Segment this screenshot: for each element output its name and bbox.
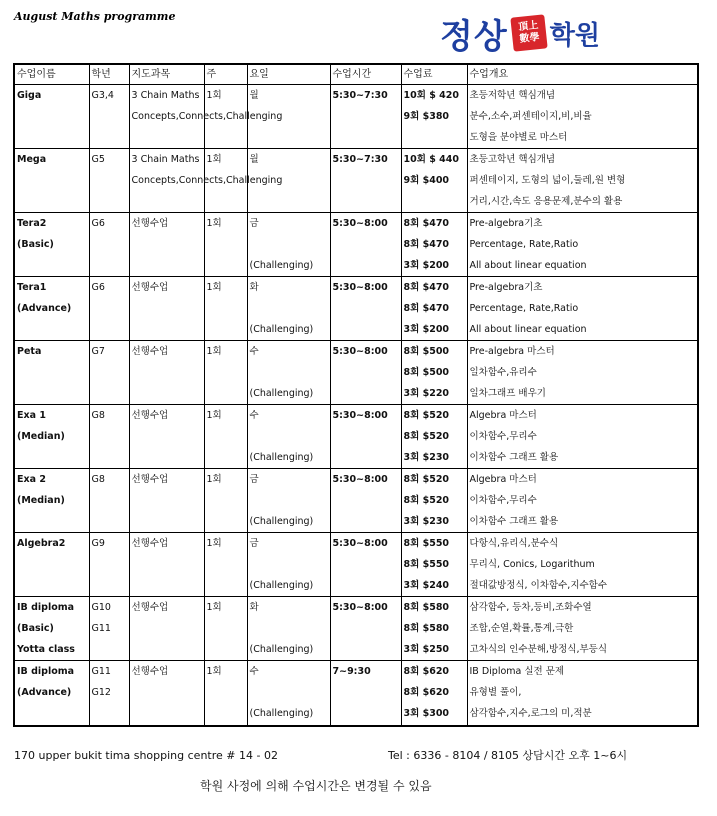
- time-cell: [330, 277, 401, 341]
- col-header-frequency: 주: [204, 64, 247, 85]
- frequency-cell: [204, 341, 247, 405]
- grade-cell: [89, 149, 129, 213]
- class-name-cell-line: (Advance): [17, 303, 72, 314]
- grade-cell: [89, 341, 129, 405]
- grade-cell-line: G6: [91, 282, 105, 293]
- overview-cell-line: 초등고학년 핵심개념: [469, 154, 556, 165]
- day-cell-line: 월: [249, 90, 259, 101]
- day-cell-line: (Challenging): [249, 644, 314, 655]
- overview-cell: [467, 597, 698, 661]
- class-name-cell-line: Giga: [17, 90, 42, 101]
- subject-cell-line: 선행수업: [131, 602, 169, 613]
- day-cell-line: [250, 554, 328, 575]
- class-name-cell-line: (Median): [17, 431, 65, 442]
- time-cell: [330, 533, 401, 597]
- subject-cell: [129, 597, 204, 661]
- class-name-cell: [14, 213, 89, 277]
- overview-cell-line: 이차함수 그래프 활용: [469, 516, 559, 527]
- subject-cell-line: 선행수업: [131, 218, 169, 229]
- fee-cell-line: 8회 $520: [403, 474, 450, 485]
- time-cell-line: 5:30~7:30: [332, 90, 388, 101]
- day-cell: [247, 661, 330, 727]
- overview-cell-line: IB Diploma 실전 문제: [469, 666, 565, 677]
- time-cell: [330, 405, 401, 469]
- subject-cell: [129, 405, 204, 469]
- grade-cell-line: G7: [91, 346, 105, 357]
- day-cell-line: (Challenging): [249, 708, 314, 719]
- time-cell: [330, 213, 401, 277]
- class-name-cell-line: (Basic): [17, 239, 54, 250]
- class-name-cell: [14, 469, 89, 533]
- overview-cell-line: 초등저학년 핵심개념: [469, 90, 556, 101]
- day-cell-line: [250, 426, 328, 447]
- table-row: [14, 405, 698, 469]
- grade-cell: [89, 661, 129, 727]
- footer-note: 학원 사정에 의해 수업시간은 변경될 수 있음: [200, 779, 432, 793]
- day-cell-line: [250, 618, 328, 639]
- table-row: [14, 533, 698, 597]
- grade-cell: [89, 405, 129, 469]
- class-name-cell-line: Tera1: [17, 282, 47, 293]
- table-row: [14, 341, 698, 405]
- grade-cell-line: G11: [91, 666, 111, 677]
- table-row: [14, 213, 698, 277]
- fee-cell: [401, 533, 467, 597]
- subject-cell-line: Concepts,Connects,Challenging: [131, 175, 283, 186]
- frequency-cell-line: 1회: [206, 538, 222, 549]
- overview-cell-line: 무리식, Conics, Logarithum: [469, 559, 595, 570]
- frequency-cell: [204, 213, 247, 277]
- subject-cell-line: 선행수업: [131, 282, 169, 293]
- schedule-body: [14, 85, 698, 727]
- grade-cell-line: G8: [91, 474, 105, 485]
- fee-cell-line: 8회 $470: [403, 239, 450, 250]
- class-name-cell: [14, 533, 89, 597]
- day-cell-line: 화: [249, 602, 259, 613]
- subject-cell: [129, 277, 204, 341]
- overview-cell-line: Algebra 마스터: [469, 410, 537, 421]
- col-header-overview: 수업개요: [467, 64, 698, 85]
- day-cell-line: (Challenging): [249, 388, 314, 399]
- class-name-cell-line: Exa 1: [17, 410, 46, 421]
- col-header-subject: 지도과목: [129, 64, 204, 85]
- table-row: [14, 277, 698, 341]
- day-cell: [247, 533, 330, 597]
- grade-cell-line: G6: [91, 218, 105, 229]
- subject-cell-line: 3 Chain Maths: [131, 154, 200, 165]
- overview-cell-line: Pre-algebra 마스터: [469, 346, 555, 357]
- overview-cell: [467, 405, 698, 469]
- class-name-cell-line: (Basic): [17, 623, 54, 634]
- class-name-cell-line: Algebra2: [17, 538, 66, 549]
- day-cell-line: 수: [249, 410, 259, 421]
- day-cell-line: [250, 682, 328, 703]
- fee-cell-line: 9회 $400: [403, 175, 450, 186]
- fee-cell-line: 8회 $470: [403, 303, 450, 314]
- class-name-cell-line: Tera2: [17, 218, 47, 229]
- time-cell-line: 7~9:30: [332, 666, 371, 677]
- overview-cell-line: 고차식의 인수분해,방정식,부등식: [469, 644, 608, 655]
- day-cell-line: [250, 362, 328, 383]
- class-name-cell: [14, 597, 89, 661]
- time-cell-line: 5:30~7:30: [332, 154, 388, 165]
- grade-cell-line: G12: [91, 687, 111, 698]
- fee-cell-line: 8회 $620: [403, 666, 450, 677]
- grade-cell: [89, 533, 129, 597]
- table-row: [14, 661, 698, 727]
- grade-cell-line: G9: [91, 538, 105, 549]
- frequency-cell-line: 1회: [206, 282, 222, 293]
- day-cell-line: [250, 298, 328, 319]
- logo-seal: [510, 14, 547, 51]
- day-cell-line: [250, 234, 328, 255]
- class-name-cell-line: Peta: [17, 346, 42, 357]
- frequency-cell-line: 1회: [206, 346, 222, 357]
- frequency-cell: [204, 405, 247, 469]
- grade-cell-line: G10: [91, 602, 111, 613]
- frequency-cell-line: 1회: [206, 474, 222, 485]
- frequency-cell-line: 1회: [206, 602, 222, 613]
- fee-cell: [401, 85, 467, 149]
- overview-cell-line: All about linear equation: [469, 324, 587, 335]
- overview-cell-line: 유형별 풀이,: [469, 687, 522, 698]
- time-cell: [330, 469, 401, 533]
- time-cell-line: 5:30~8:00: [332, 474, 388, 485]
- grade-cell-line: G3,4: [91, 90, 114, 101]
- footer-address: 170 upper bukit tima shopping centre # 14 - 02: [14, 749, 278, 762]
- class-name-cell: [14, 661, 89, 727]
- class-name-cell: [14, 341, 89, 405]
- grade-cell-line: G8: [91, 410, 105, 421]
- day-cell-line: 월: [249, 154, 259, 165]
- subject-cell: [129, 341, 204, 405]
- fee-cell-line: 8회 $470: [403, 218, 450, 229]
- subject-cell-line: 선행수업: [131, 474, 169, 485]
- fee-cell-line: 3회 $300: [403, 708, 450, 719]
- overview-cell-line: 이차함수,무리수: [469, 495, 537, 506]
- day-cell: [247, 405, 330, 469]
- overview-cell-line: Percentage, Rate,Ratio: [469, 303, 579, 314]
- day-cell-line: 금: [249, 218, 259, 229]
- grade-cell: [89, 469, 129, 533]
- fee-cell-line: 3회 $240: [403, 580, 450, 591]
- overview-cell: [467, 85, 698, 149]
- class-name-cell: [14, 277, 89, 341]
- overview-cell-line: 이차함수,무리수: [469, 431, 537, 442]
- day-cell-line: (Challenging): [249, 452, 314, 463]
- grade-cell-line: G5: [91, 154, 105, 165]
- table-row: [14, 597, 698, 661]
- frequency-cell-line: 1회: [206, 90, 222, 101]
- col-header-fee: 수업료: [401, 64, 467, 85]
- fee-cell-line: 8회 $520: [403, 495, 450, 506]
- overview-cell-line: 거리,시간,속도 응용문제,분수의 활용: [469, 196, 623, 207]
- subject-cell-line: 선행수업: [131, 346, 169, 357]
- col-header-time: 수업시간: [330, 64, 401, 85]
- frequency-cell-line: 1회: [206, 218, 222, 229]
- fee-cell: [401, 597, 467, 661]
- day-cell-line: 수: [249, 346, 259, 357]
- fee-cell-line: 3회 $230: [403, 516, 450, 527]
- overview-cell-line: All about linear equation: [469, 260, 587, 271]
- fee-cell-line: 8회 $520: [403, 410, 450, 421]
- table-row: [14, 469, 698, 533]
- overview-cell-line: 이차함수 그래프 활용: [469, 452, 559, 463]
- overview-cell: [467, 341, 698, 405]
- overview-cell-line: 절대값방정식, 이차함수,지수함수: [469, 580, 608, 591]
- time-cell-line: 5:30~8:00: [332, 410, 388, 421]
- overview-cell-line: 삼각함수, 등차,등비,조화수열: [469, 602, 592, 613]
- header-row: [14, 64, 698, 85]
- class-name-cell: [14, 85, 89, 149]
- fee-cell-line: 8회 $550: [403, 538, 450, 549]
- class-name-cell-line: IB diploma: [17, 666, 75, 677]
- logo-main-text: 정상: [440, 16, 508, 57]
- time-cell: [330, 597, 401, 661]
- overview-cell: [467, 277, 698, 341]
- fee-cell-line: 8회 $620: [403, 687, 450, 698]
- overview-cell-line: 일차그래프 배우기: [469, 388, 546, 399]
- fee-cell-line: 10회 $ 440: [403, 154, 459, 165]
- subject-cell: [129, 469, 204, 533]
- table-row: [14, 149, 698, 213]
- fee-cell: [401, 405, 467, 469]
- overview-cell-line: 도형을 분야별로 마스터: [469, 132, 568, 143]
- fee-cell-line: 3회 $200: [403, 260, 450, 271]
- day-cell: [247, 341, 330, 405]
- time-cell-line: 5:30~8:00: [332, 346, 388, 357]
- fee-cell-line: 8회 $500: [403, 346, 450, 357]
- time-cell-line: 5:30~8:00: [332, 602, 388, 613]
- day-cell-line: (Challenging): [249, 260, 314, 271]
- subject-cell-line: 3 Chain Maths: [131, 90, 200, 101]
- fee-cell-line: 3회 $200: [403, 324, 450, 335]
- time-cell-line: 5:30~8:00: [332, 538, 388, 549]
- subject-cell-line: 선행수업: [131, 666, 169, 677]
- frequency-cell: [204, 661, 247, 727]
- grade-cell: [89, 597, 129, 661]
- class-name-cell-line: (Advance): [17, 687, 72, 698]
- class-name-cell: [14, 149, 89, 213]
- frequency-cell: [204, 469, 247, 533]
- day-cell-line: (Challenging): [249, 580, 314, 591]
- grade-cell: [89, 213, 129, 277]
- fee-cell-line: 8회 $550: [403, 559, 450, 570]
- frequency-cell: [204, 533, 247, 597]
- fee-cell-line: 9회 $380: [403, 111, 450, 122]
- fee-cell-line: 10회 $ 420: [403, 90, 459, 101]
- frequency-cell-line: 1회: [206, 154, 222, 165]
- overview-cell-line: 조합,순열,확률,통계,극한: [469, 623, 574, 634]
- fee-cell-line: 8회 $520: [403, 431, 450, 442]
- subject-cell-line: Concepts,Connects,Challenging: [131, 111, 283, 122]
- fee-cell: [401, 277, 467, 341]
- class-name-cell-line: IB diploma: [17, 602, 75, 613]
- day-cell-line: (Challenging): [249, 324, 314, 335]
- overview-cell: [467, 661, 698, 727]
- class-name-cell-line: Mega: [17, 154, 47, 165]
- grade-cell: [89, 277, 129, 341]
- day-cell: [247, 213, 330, 277]
- overview-cell: [467, 213, 698, 277]
- time-cell: [330, 149, 401, 213]
- overview-cell: [467, 533, 698, 597]
- fee-cell: [401, 341, 467, 405]
- day-cell-line: 수: [249, 666, 259, 677]
- day-cell: [247, 597, 330, 661]
- fee-cell: [401, 149, 467, 213]
- col-header-name: 수업이름: [14, 64, 89, 85]
- overview-cell-line: Pre-algebra기초: [469, 282, 543, 293]
- overview-cell-line: 삼각함수,지수,로그의 미,적분: [469, 708, 592, 719]
- class-name-cell-line: Yotta class: [17, 644, 75, 655]
- fee-cell-line: 3회 $250: [403, 644, 450, 655]
- fee-cell-line: 8회 $580: [403, 602, 450, 613]
- subject-cell-line: 선행수업: [131, 538, 169, 549]
- fee-cell-line: 8회 $500: [403, 367, 450, 378]
- table-row: [14, 85, 698, 149]
- overview-cell-line: Percentage, Rate,Ratio: [469, 239, 579, 250]
- overview-cell: [467, 469, 698, 533]
- class-name-cell: [14, 405, 89, 469]
- day-cell: [247, 469, 330, 533]
- logo-seal-bottom: 數學: [518, 31, 540, 45]
- fee-cell-line: 8회 $470: [403, 282, 450, 293]
- fee-cell-line: 3회 $230: [403, 452, 450, 463]
- frequency-cell-line: 1회: [206, 410, 222, 421]
- time-cell: [330, 85, 401, 149]
- frequency-cell-line: 1회: [206, 666, 222, 677]
- grade-cell-line: G11: [91, 623, 111, 634]
- frequency-cell: [204, 277, 247, 341]
- subject-cell: [129, 533, 204, 597]
- subject-cell: [129, 213, 204, 277]
- time-cell-line: 5:30~8:00: [332, 282, 388, 293]
- col-header-grade: 학년: [89, 64, 129, 85]
- day-cell-line: (Challenging): [249, 516, 314, 527]
- class-name-cell-line: Exa 2: [17, 474, 46, 485]
- overview-cell-line: 퍼센테이지, 도형의 넓이,둘레,원 변형: [469, 175, 626, 186]
- day-cell-line: [250, 490, 328, 511]
- day-cell: [247, 277, 330, 341]
- grade-cell: [89, 85, 129, 149]
- time-cell: [330, 661, 401, 727]
- day-cell-line: 화: [249, 282, 259, 293]
- logo-seal-top: 頂上: [517, 20, 539, 34]
- frequency-cell: [204, 597, 247, 661]
- overview-cell-line: Pre-algebra기초: [469, 218, 543, 229]
- overview-cell: [467, 149, 698, 213]
- academy-logo: [440, 10, 600, 56]
- footer-contact: Tel : 6336 - 8104 / 8105 상담시간 오후 1~6시: [388, 749, 628, 762]
- time-cell-line: 5:30~8:00: [332, 218, 388, 229]
- class-name-cell-line: (Median): [17, 495, 65, 506]
- fee-cell: [401, 213, 467, 277]
- overview-cell-line: 다항식,유리식,분수식: [469, 538, 559, 549]
- fee-cell-line: 8회 $580: [403, 623, 450, 634]
- subject-cell: [129, 661, 204, 727]
- fee-cell: [401, 661, 467, 727]
- overview-cell-line: 분수,소수,퍼센테이지,비,비율: [469, 111, 592, 122]
- fee-cell: [401, 469, 467, 533]
- logo-sub-text: 학원: [549, 20, 600, 51]
- time-cell: [330, 341, 401, 405]
- document-title: August Maths programme: [14, 10, 176, 23]
- fee-cell-line: 3회 $220: [403, 388, 450, 399]
- col-header-day: 요일: [247, 64, 330, 85]
- day-cell-line: 금: [249, 474, 259, 485]
- subject-cell-line: 선행수업: [131, 410, 169, 421]
- schedule-table: [13, 63, 699, 727]
- overview-cell-line: 일차함수,유리수: [469, 367, 537, 378]
- overview-cell-line: Algebra 마스터: [469, 474, 537, 485]
- day-cell-line: 금: [249, 538, 259, 549]
